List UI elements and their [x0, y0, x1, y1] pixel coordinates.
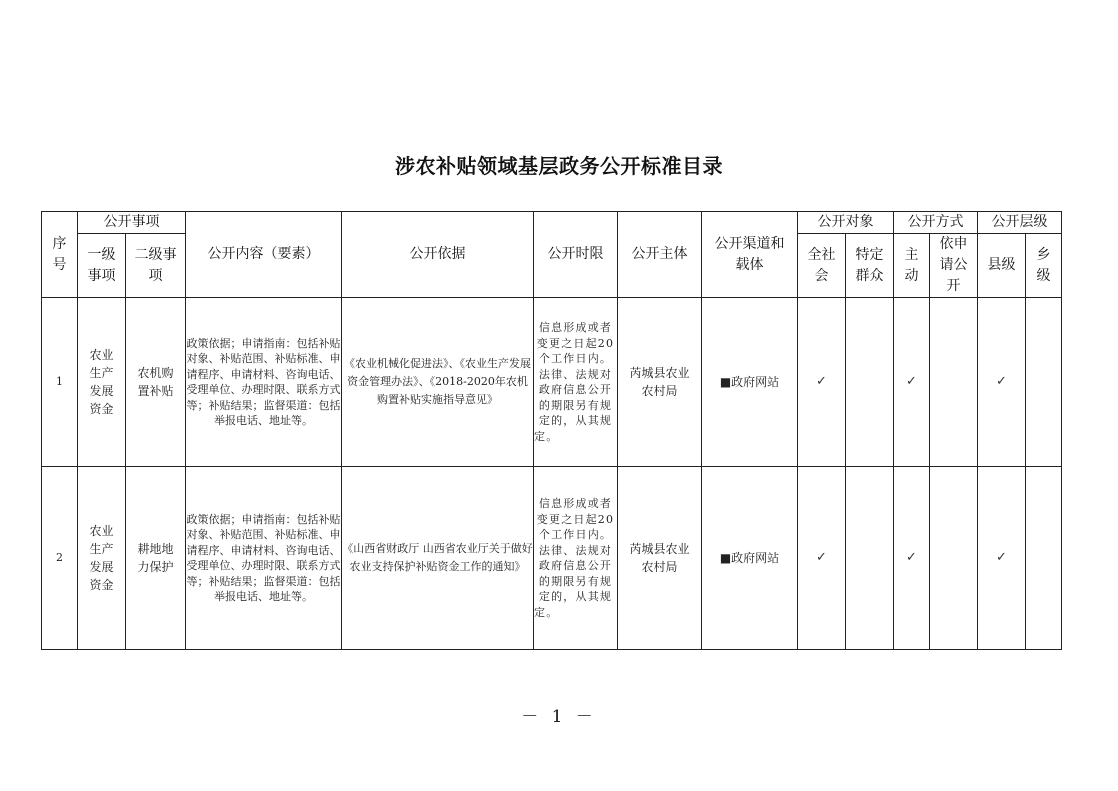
row-seq: 1 — [42, 298, 78, 467]
header-time-limit: 公开时限 — [534, 212, 618, 298]
row-level1: 农业生产发展资金 — [78, 298, 126, 467]
header-method-request: 依申请公开 — [930, 234, 978, 298]
row-subject: 芮城县农业农村局 — [618, 298, 702, 467]
header-subject: 公开主体 — [618, 212, 702, 298]
row-level-township — [1026, 298, 1062, 467]
row-basis: 《山西省财政厅 山西省农业厅关于做好农业支持保护补贴资金工作的通知》 — [342, 467, 534, 650]
table-row — [42, 298, 1062, 467]
row-channel: ■政府网站 — [702, 298, 798, 467]
check-icon: ✓ — [978, 467, 1026, 650]
row-level2: 耕地地力保护 — [126, 467, 186, 650]
row-method-request — [930, 298, 978, 467]
row-audience-specific — [846, 298, 894, 467]
check-icon: ✓ — [894, 298, 930, 467]
disclosure-table — [41, 211, 1062, 650]
row-channel: ■政府网站 — [702, 467, 798, 650]
row-audience-specific — [846, 467, 894, 650]
header-level: 公开层级 — [978, 212, 1062, 234]
header-public-items: 公开事项 — [78, 212, 186, 234]
header-level1: 一级事项 — [78, 234, 126, 298]
document-title: 涉农补贴领域基层政务公开标准目录 — [395, 154, 723, 178]
header-audience-specific: 特定群众 — [846, 234, 894, 298]
header-audience-all: 全社会 — [798, 234, 846, 298]
table-row — [42, 467, 1062, 650]
row-content: 政策依据；申请指南：包括补贴对象、补贴范围、补贴标准、申请程序、申请材料、咨询电话、受理单位、办理时限、联系方式等；补贴结果；监督渠道：包括举报电话、地址等。 — [186, 298, 342, 467]
header-audience: 公开对象 — [798, 212, 894, 234]
header-level-county: 县级 — [978, 234, 1026, 298]
header-basis: 公开依据 — [342, 212, 534, 298]
row-level-township — [1026, 467, 1062, 650]
header-seq: 序号 — [42, 212, 78, 298]
check-icon: ✓ — [798, 298, 846, 467]
row-method-request — [930, 467, 978, 650]
row-time-limit: 信息形成或者变更之日起20个工作日内。法律、法规对政府信息公开的期限另有规定的，从其规定。 — [534, 298, 618, 467]
header-level2: 二级事项 — [126, 234, 186, 298]
row-subject: 芮城县农业农村局 — [618, 467, 702, 650]
header-method-active: 主动 — [894, 234, 930, 298]
row-level2: 农机购置补贴 — [126, 298, 186, 467]
page-number: － 1 － — [521, 707, 597, 727]
header-method: 公开方式 — [894, 212, 978, 234]
row-time-limit: 信息形成或者变更之日起20个工作日内。法律、法规对政府信息公开的期限另有规定的，从其规定。 — [534, 467, 618, 650]
row-level1: 农业生产发展资金 — [78, 467, 126, 650]
header-channel: 公开渠道和载体 — [702, 212, 798, 298]
header-level-township: 乡级 — [1026, 234, 1062, 298]
row-content: 政策依据；申请指南：包括补贴对象、补贴范围、补贴标准、申请程序、申请材料、咨询电话、受理单位、办理时限、联系方式等；补贴结果；监督渠道：包括举报电话、地址等。 — [186, 467, 342, 650]
check-icon: ✓ — [798, 467, 846, 650]
header-content: 公开内容（要素） — [186, 212, 342, 298]
check-icon: ✓ — [978, 298, 1026, 467]
check-icon: ✓ — [894, 467, 930, 650]
row-basis: 《农业机械化促进法》、《农业生产发展资金管理办法》、《2018-2020年农机购置补贴实施指导意见》 — [342, 298, 534, 467]
row-seq: 2 — [42, 467, 78, 650]
